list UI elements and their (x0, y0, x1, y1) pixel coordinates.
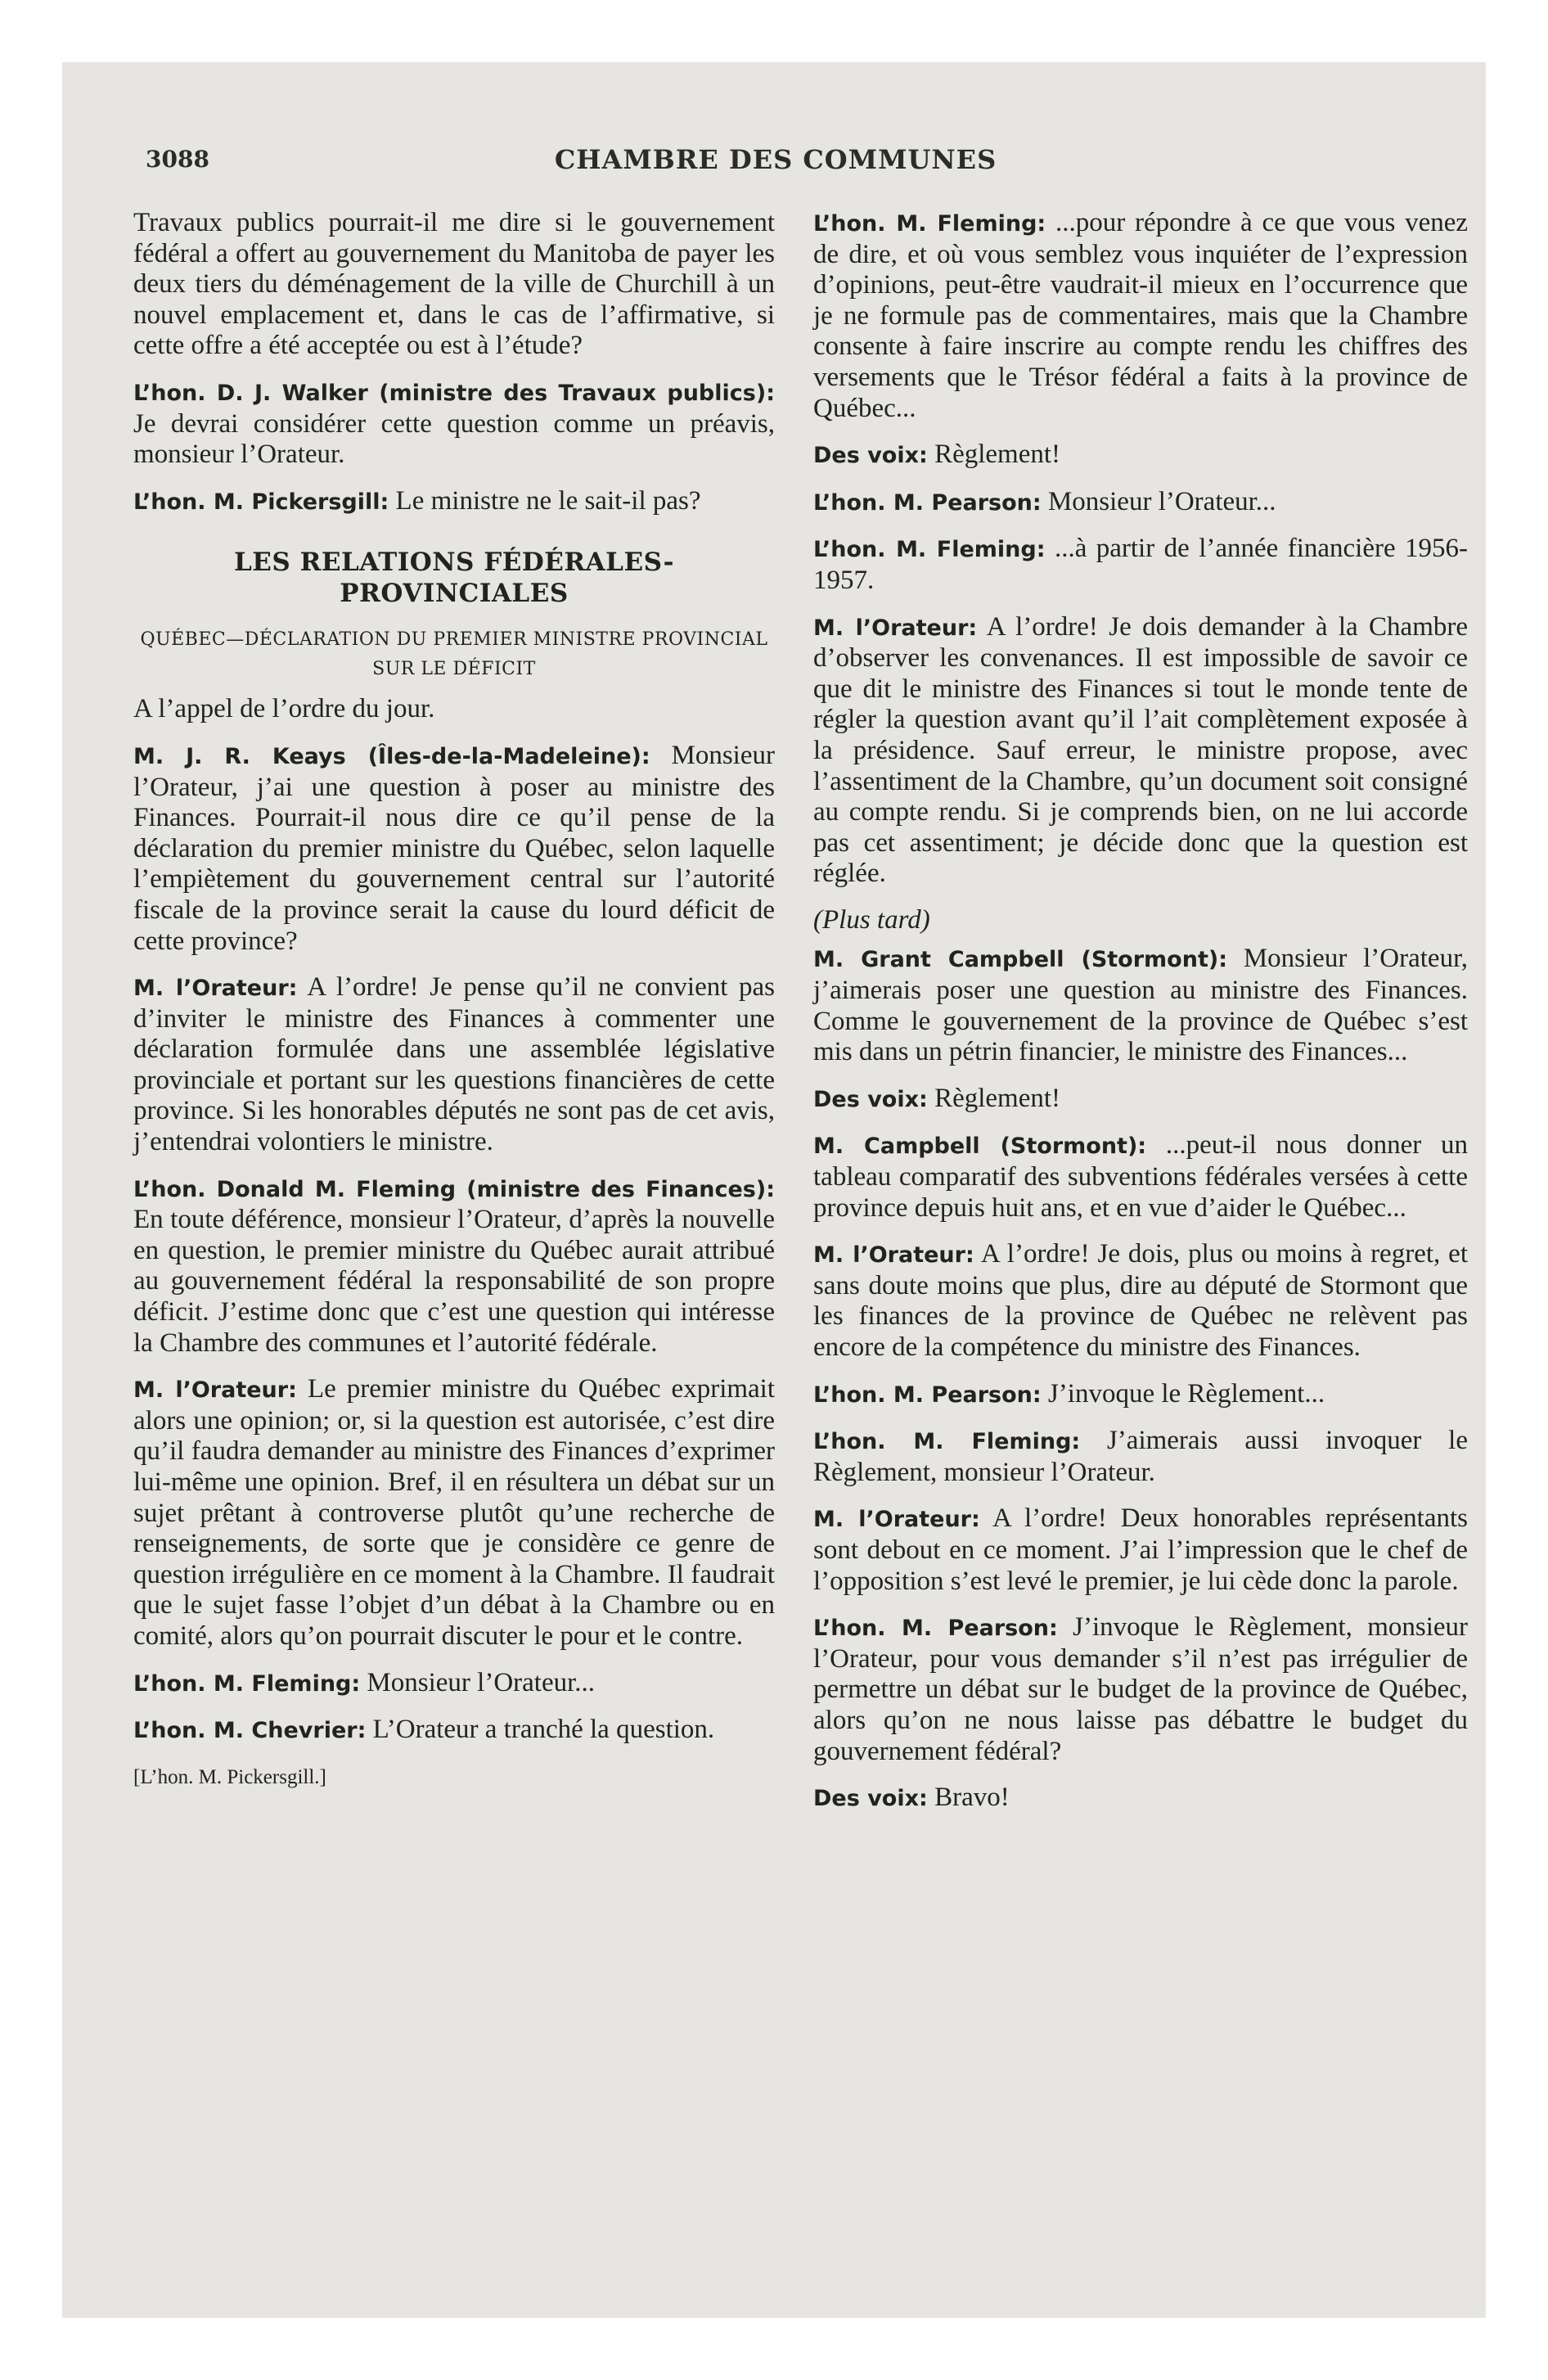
speaker-name: L’hon. M. Pickersgill: (133, 489, 389, 515)
speech-text: J’invoque le Règlement... (1047, 1378, 1325, 1409)
speech-text: ...à partir de l’année financière 1956-1957. (813, 534, 1469, 595)
speech-text: ...pour répondre à ce que vous venez de dire, et où vous semblez vous inquiéter de l’expression d’opinions, peut-être vaudrait-il mieux en l’occurrence que je ne formule pas de commentaires, mais que la Chambre consente à faire inscrire au compte rendu les chiffres des versements que le Trésor fédéral a faits à la province de Québec... (813, 208, 1469, 423)
speaker-name: L’hon. Donald M. Fleming (ministre des Finances): (133, 1176, 775, 1202)
left-column (133, 208, 775, 1792)
speaker-name: L’hon. M. Fleming: (813, 211, 1046, 237)
speaker-name: Des voix: (813, 1086, 928, 1112)
speaker-name: L’hon. M. Fleming: (813, 537, 1046, 563)
speaker-name: L’hon. M. Pearson: (813, 489, 1042, 516)
speech-text: ...peut-il nous donner un tableau comparatif des subventions fédérales versées à cette province depuis huit ans, et en vue d’aider le Québec... (813, 1130, 1469, 1223)
speech-text: A l’ordre! Deux honorables représentants sont debout en ce moment. J’ai l’impression que le chef de l’opposition s’est levé le premier, je lui cède donc la parole. (813, 1503, 1468, 1596)
paragraph (813, 1239, 1468, 1363)
paragraph (133, 972, 775, 1158)
speaker-name: M. Campbell (Stormont): (813, 1134, 1147, 1160)
speech-text: Bravo! (934, 1783, 1010, 1813)
speech-text: A l’ordre! Je dois, plus ou moins à regret, et sans doute moins que plus, dire au député de Stormont que les finances de la province de Québec ne relèvent pas encore de la compétence du ministre des Finances. (813, 1239, 1468, 1362)
page-number: 3088 (146, 146, 209, 173)
speech-text: A l’ordre! Je dois demander à la Chambre d’observer les convenances. Il est impossible de savoir ce que dit le ministre des Finances si tout le monde tente de régler la question avant qu’il l’ait complètement exposée à la présidence. Sauf erreur, le ministre propose, avec l’assentiment de la Chambre, qu’un document soit consigné au compte rendu. Si je comprends bien, on ne lui accorde pas cet assentiment; je décide donc que la question est réglée. (813, 611, 1469, 889)
speaker-name: L’hon. M. Pearson: (813, 1382, 1042, 1408)
speech-text: Monsieur l’Orateur... (1047, 486, 1276, 516)
running-title: CHAMBRE DES COMMUNES (554, 144, 997, 175)
speech-text: A l’ordre! Je pense qu’il ne convient pas d’inviter le ministre des Finances à commenter une déclaration formulée dans une assemblée législative provinciale et portant sur les questions financières de cette province. Si les honorables députés ne sont pas de cet avis, j’entendrai volontiers le ministre. (133, 972, 775, 1157)
paragraph (813, 439, 1468, 471)
paragraph (133, 741, 775, 957)
speaker-name: L’hon. M. Fleming: (813, 1429, 1081, 1455)
speaker-name: Des voix: (813, 443, 928, 469)
paragraph (133, 1715, 775, 1747)
paragraph (813, 1379, 1468, 1411)
section-heading: LES RELATIONS FÉDÉRALES-PROVINCIALES (233, 548, 675, 609)
page-footer-note: [L’hon. M. Pickersgill.] (133, 1765, 326, 1788)
paragraph (813, 208, 1468, 424)
paragraph (813, 1426, 1468, 1488)
paragraph (813, 944, 1468, 1067)
speaker-name: Des voix: (813, 1786, 928, 1812)
speech-text: En toute déférence, monsieur l’Orateur, d’après la nouvelle en question, le premier ministre du Québec aurait attribué au gouvernement fédéral la responsabilité de son propre déficit. J’estime donc que c’est une question qui intéresse la Chambre des communes et l’autorité fédérale. (133, 1205, 775, 1358)
speech-text: J’aimerais aussi invoquer le Règlement, monsieur l’Orateur. (813, 1426, 1468, 1487)
speaker-name: M. l’Orateur: (133, 1377, 297, 1404)
paragraph (813, 612, 1468, 890)
speaker-name: M. J. R. Keays (Îles-de-la-Madeleine): (133, 743, 650, 769)
speech-text: Je devrai considérer cette question comme un préavis, monsieur l’Orateur. (133, 408, 775, 470)
scanned-page (62, 62, 1486, 2318)
paragraph (133, 1374, 775, 1652)
speaker-name: M. l’Orateur: (813, 615, 978, 641)
speaker-name: L’hon. D. J. Walker (ministre des Travaux publics): (133, 380, 775, 406)
speaker-name: M. l’Orateur: (813, 1507, 980, 1533)
paragraph (813, 487, 1468, 519)
paragraph (813, 534, 1468, 596)
paragraph (133, 1668, 775, 1700)
speaker-name: M. Grant Campbell (Stormont): (813, 947, 1227, 973)
paragraph: Travaux publics pourrait-il me dire si le gouvernement fédéral a offert au gouvernement du Manitoba de payer les deux tiers du déménagement de la ville de Churchill à un nouvel emplacement et, dans le cas de l’affirmative, si cette offre a été acceptée ou est à l’étude? (133, 208, 775, 361)
paragraph (133, 486, 775, 518)
paragraph (813, 1503, 1468, 1597)
speech-text: L’Orateur a tranché la question. (372, 1715, 715, 1745)
speech-text: Monsieur l’Orateur, j’aimerais poser une question au ministre des Finances. Comme le gouvernement de la province de Québec s’est mis dans un pétrin financier, le ministre des Finances... (813, 944, 1468, 1067)
section-subheading: QUÉBEC—DÉCLARATION DU PREMIER MINISTRE PROVINCIAL SUR LE DÉFICIT (140, 629, 768, 680)
speaker-name: L’hon. M. Pearson: (813, 1616, 1058, 1642)
speaker-name: L’hon. M. Chevrier: (133, 1718, 367, 1744)
speech-text: Monsieur l’Orateur... (367, 1667, 596, 1697)
paragraph (813, 1612, 1468, 1767)
speech-text: Monsieur l’Orateur, j’ai une question à poser au ministre des Finances. Pourrait-il nous dire ce qu’il pense de la déclaration du premier ministre du Québec, selon laquelle l’empiètement du gouvernement central sur l’autorité fiscale de la province serait la cause du lourd déficit de cette province? (133, 740, 775, 956)
speaker-name: L’hon. M. Fleming: (133, 1670, 361, 1697)
speech-text: Le premier ministre du Québec exprimait alors une opinion; or, si la question est autorisée, c’est dire qu’il faudra demander au ministre des Finances d’exprimer lui-même une opinion. Bref, il en résultera un débat sur un sujet prêtant à controverse plutôt qu’une recherche de renseignements, de sorte que je considère ce genre de question irrégulière en ce moment à la Chambre. Il faudrait que le sujet fasse l’objet d’un débat à la Chambre ou en comité, alors qu’on pourrait discuter le pour et le contre. (133, 1374, 776, 1651)
speaker-name: M. l’Orateur: (133, 976, 298, 1002)
speech-text: Règlement! (934, 439, 1061, 470)
paragraph (813, 1084, 1468, 1116)
paragraph (813, 1130, 1468, 1224)
speech-text: Le ministre ne le sait-il pas? (395, 485, 701, 516)
paragraph (813, 1783, 1468, 1814)
speech-text: Règlement! (934, 1083, 1061, 1113)
page-header (146, 144, 1406, 180)
right-column (813, 208, 1468, 1830)
paragraph (133, 1174, 775, 1359)
speaker-name: M. l’Orateur: (813, 1242, 974, 1269)
paragraph: A l’appel de l’ordre du jour. (133, 694, 435, 724)
paragraph (133, 377, 775, 471)
stage-note: (Plus tard) (813, 904, 930, 935)
speech-text: J’invoque le Règlement, monsieur l’Orateur, pour vous demander s’il n’est pas irrégulier de permettre un débat sur le budget de la province de Québec, alors qu’on ne nous laisse pas débattre le budget du gouvernement fédéral? (813, 1612, 1469, 1766)
